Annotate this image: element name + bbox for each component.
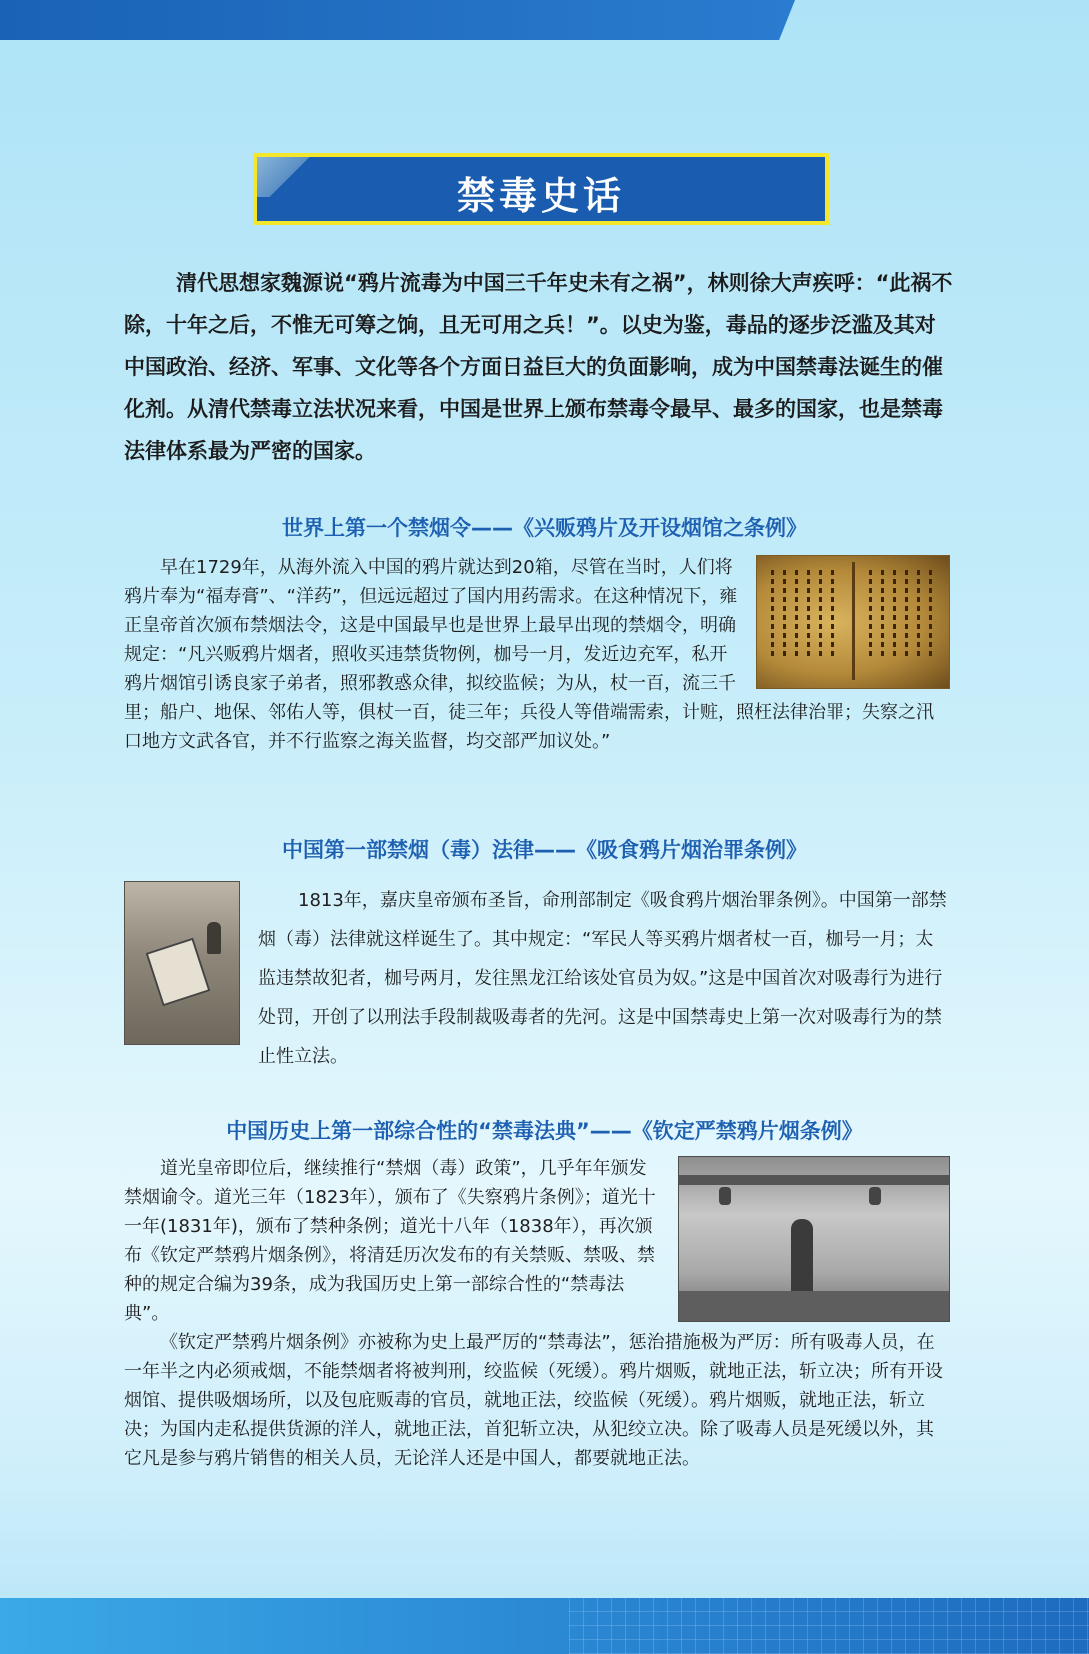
text-column	[771, 570, 774, 658]
floor	[679, 1291, 949, 1321]
cangue-prisoner-photo	[124, 881, 240, 1045]
standing-figure	[207, 922, 221, 954]
lantern	[869, 1187, 881, 1205]
section-3-paragraph-1: 道光皇帝即位后，继续推行“禁烟（毒）政策”，几乎年年颁发禁烟谕令。道光三年（1823年），颁布了《失察鸦片条例》；道光十一年(1831年)，颁布了禁种条例；道光十八年（1838年），再次颁布《钦定严禁鸦片烟条例》，将清廷历次发布的有关禁贩、禁吸、禁种的规定合编为39条，成为我国历史上第一部综合性的“禁毒法典”。	[124, 1158, 656, 1324]
bottom-decor-band	[0, 1598, 1089, 1654]
section-3-paragraph-2: 《钦定严禁鸦片烟条例》亦被称为史上最严厉的“禁毒法”，惩治措施极为严厉：所有吸毒人员，在一年半之内必须戒烟，不能禁烟者将被判刑，绞监候（死缓）。鸦片烟贩，就地正法，斩立决；所有开设烟馆、提供吸烟场所，以及包庇贩毒的官员，就地正法，绞监候（死缓）。鸦片烟贩，就地正法，斩立决；为国内走私提供货源的洋人，就地正法，首犯斩立决，从犯绞立决。除了吸毒人员是死缓以外，其它凡是参与鸦片销售的相关人员，无论洋人还是中国人，都要就地正法。	[124, 1332, 943, 1469]
ceiling-beam	[679, 1175, 949, 1185]
section-title-3: 中国历史上第一部综合性的“禁毒法典”——《钦定严禁鸦片烟条例》	[226, 1119, 863, 1143]
lantern	[719, 1187, 731, 1205]
top-decor-band	[0, 0, 795, 40]
text-column	[795, 570, 798, 658]
opium-den-engraving	[678, 1156, 950, 1322]
standing-man	[791, 1219, 813, 1293]
text-column	[881, 570, 884, 658]
text-column	[807, 570, 810, 658]
text-column	[905, 570, 908, 658]
text-column	[929, 570, 932, 658]
page-title: 禁毒史话	[456, 174, 625, 218]
text-column	[869, 570, 872, 658]
mosaic-pattern	[569, 1598, 1089, 1654]
section-2	[124, 881, 950, 1076]
section-3	[124, 1154, 950, 1473]
section-title-2: 中国第一部禁烟（毒）法律——《吸食鸦片烟治罪条例》	[282, 838, 807, 862]
section-1-paragraph: 早在1729年，从海外流入中国的鸦片就达到20箱，尽管在当时，人们将鸦片奉为“福寿膏”、“洋药”，但远远超过了国内用药需求。在这种情况下，雍正皇帝首次颁布禁烟法令，这是中国最早也是世界上最早出现的禁烟令，明确规定：“凡兴贩鸦片烟者，照收买违禁货物例，枷号一月，发近边充军，私开鸦片烟馆引诱良家子弟者，照邪教惑众律，拟绞监候；为从，杖一百，流三千里；船户、地保、邻佑人等，俱杖一百，徒三年；兵役人等借端需索，计赃，照枉法律治罪；失察之汛口地方文武各官，并不行监察之海关监督，均交部严加议处。”	[124, 557, 934, 752]
text-column	[893, 570, 896, 658]
intro-paragraph: 清代思想家魏源说“鸦片流毒为中国三千年史未有之祸”，林则徐大声疾呼：“此祸不除，十年之后，不惟无可筹之饷，且无可用之兵！”。以史为鉴，毒品的逐步泛滥及其对中国政治、经济、军事、文化等各个方面日益巨大的负面影响，成为中国禁毒法诞生的催化剂。从清代禁毒立法状况来看，中国是世界上颁布禁毒令最早、最多的国家，也是禁毒法律体系最为严密的国家。	[124, 271, 953, 463]
cangue-board	[146, 938, 211, 1007]
text-column	[917, 570, 920, 658]
section-2-paragraph: 1813年，嘉庆皇帝颁布圣旨，命刑部制定《吸食鸦片烟治罪条例》。中国第一部禁烟（毒）法律就这样诞生了。其中规定：“军民人等买鸦片烟者杖一百，枷号一月；太监违禁故犯者，枷号两月，发往黑龙江给该处官员为奴。”这是中国首次对吸毒行为进行处罚，开创了以刑法手段制裁吸毒者的先河。这是中国禁毒史上第一次对吸毒行为的禁止性立法。	[258, 890, 947, 1067]
page-title-box	[253, 153, 829, 225]
text-column	[831, 570, 834, 658]
text-column	[783, 570, 786, 658]
book-spine	[852, 562, 855, 680]
section-1	[124, 553, 950, 756]
ancient-book-image	[756, 555, 950, 689]
section-title-1: 世界上第一个禁烟令——《兴贩鸦片及开设烟馆之条例》	[282, 516, 807, 540]
text-column	[819, 570, 822, 658]
